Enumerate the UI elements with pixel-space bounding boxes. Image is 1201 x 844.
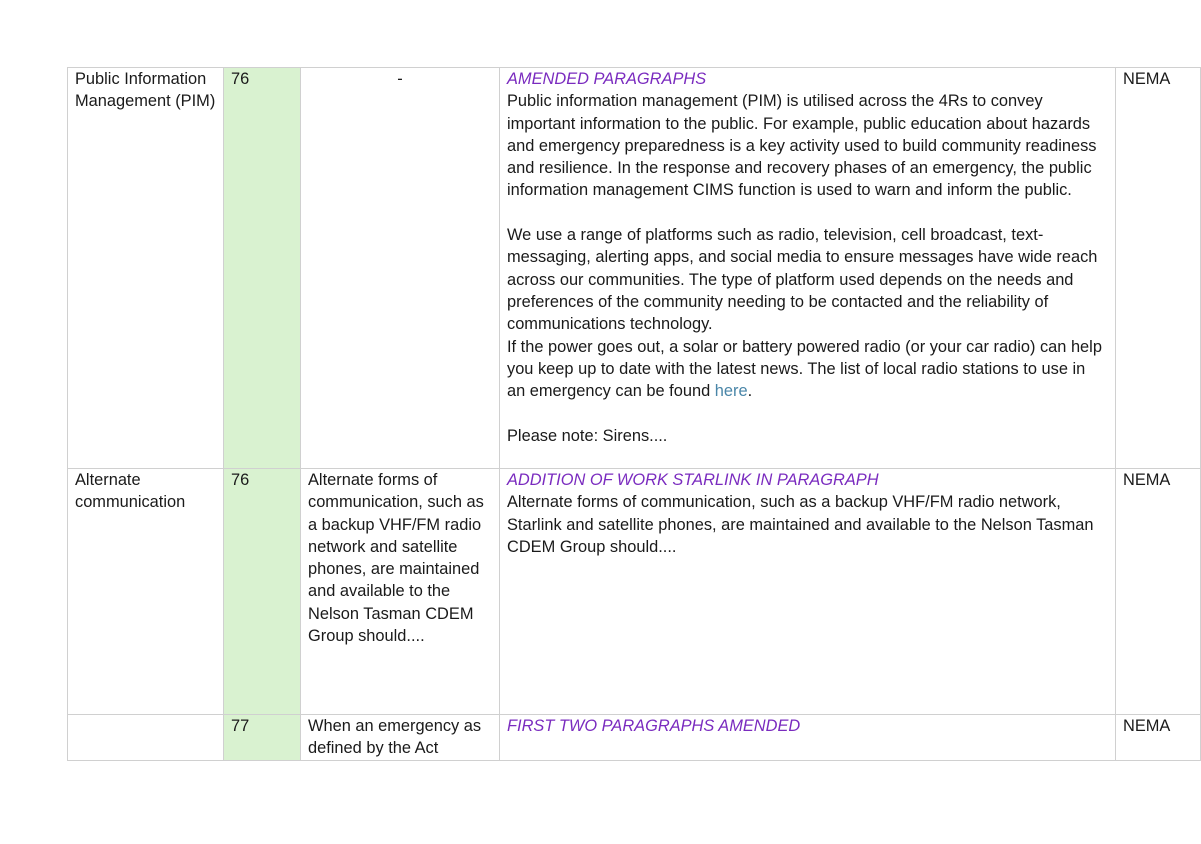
change-note: ADDITION OF WORK STARLINK IN PARAGRAPH [507,471,879,489]
paragraph-suffix: . [747,382,753,401]
paragraph: Public information management (PIM) is utilised across the 4Rs to convey important information to the public. For example, public education about hazards and emergency preparedness is a key activity used to build community readiness and resilience. In the response and recovery phases of an emergency, the public information management CIMS function is used to warn and inform the public. [507,92,1097,200]
submission-table [67,67,1201,761]
table-row [68,469,1201,715]
page-number-cell: 76 [224,68,301,469]
proposed-change-cell [500,715,1116,761]
paragraph: Please note: Sirens.... [507,426,668,445]
proposed-change-cell [500,469,1116,715]
original-text-cell: When an emergency as defined by the Act [301,715,500,761]
submitter-cell: NEMA [1116,469,1201,715]
submitter-cell: NEMA [1116,68,1201,469]
table-row [68,68,1201,469]
paragraph-text: If the power goes out, a solar or battery powered radio (or your car radio) can help you keep up to date with the latest news. The list of local radio stations to use in an emergency can be found [507,337,1102,401]
original-text-cell: - [301,68,500,469]
topic-cell [68,715,224,761]
paragraph: We use a range of platforms such as radio, television, cell broadcast, text-messaging, alerting apps, and social media to ensure messages have wide reach across our communities. The type of platform used depends on the needs and preferences of the community needing to be contacted and the reliability of communications technology. [507,226,1098,334]
radio-stations-link[interactable]: here [714,382,748,401]
table-row [68,715,1201,761]
paragraph-with-link [507,336,1108,403]
change-note: AMENDED PARAGRAPHS [507,70,707,88]
paragraph: Alternate forms of communication, such as a backup VHF/FM radio network, Starlink and satellite phones, are maintained and available to the Nelson Tasman CDEM Group should.... [507,493,1094,556]
paragraph-gap [507,202,1108,224]
page-number-cell: 76 [224,469,301,715]
proposed-change-cell [500,68,1116,469]
topic-cell: Public Information Management (PIM) [68,68,224,469]
topic-cell: Alternate communication [68,469,224,715]
change-note: FIRST TWO PARAGRAPHS AMENDED [507,717,801,735]
submitter-cell: NEMA [1116,715,1201,761]
paragraph-gap [507,402,1108,424]
original-text-cell: Alternate forms of communication, such as a backup VHF/FM radio network and satellite phones, are maintained and available to the Nelson Tasman CDEM Group should.... [301,469,500,715]
page-number-cell: 77 [224,715,301,761]
